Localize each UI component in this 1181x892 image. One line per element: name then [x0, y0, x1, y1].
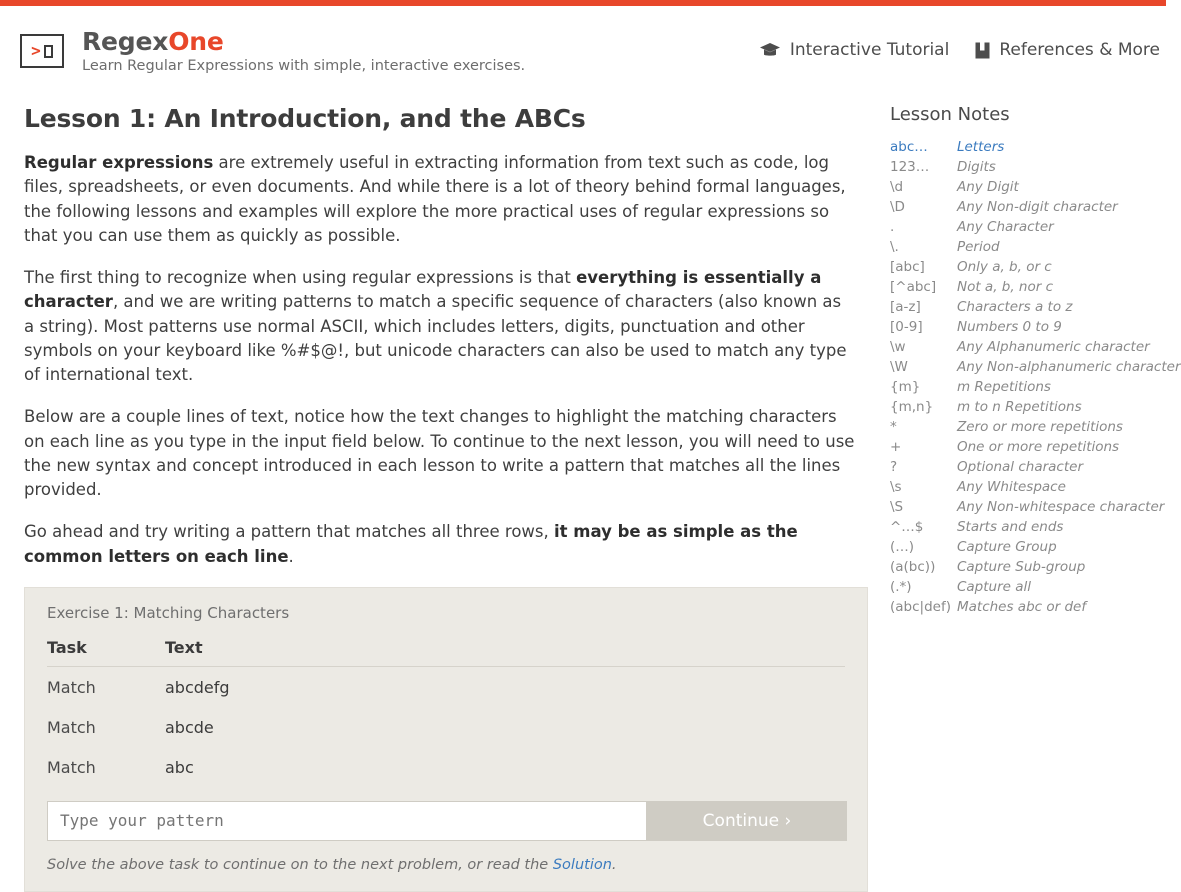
note-description: Any Character [956, 219, 1054, 235]
note-symbol: \w [890, 339, 906, 355]
note-description: m Repetitions [956, 379, 1051, 395]
note-symbol: \D [890, 199, 905, 215]
note-row [890, 537, 1181, 557]
note-description: Digits [956, 159, 996, 175]
note-symbol: 123… [890, 159, 930, 175]
emphasis-text: Regular expressions [24, 153, 214, 172]
nav-interactive-tutorial[interactable] [759, 40, 949, 60]
note-symbol: abc… [890, 139, 928, 155]
lesson-notes-title: Lesson Notes [890, 104, 1010, 125]
note-row [890, 137, 1181, 157]
exercise-panel [24, 587, 868, 892]
exercise-table [47, 638, 845, 787]
note-description: Letters [956, 139, 1005, 155]
note-description: Any Digit [956, 179, 1019, 195]
note-row [890, 517, 1181, 537]
logo-chevron-icon: > [31, 41, 41, 60]
note-row [890, 397, 1181, 417]
table-header-row [47, 638, 845, 667]
note-symbol: * [890, 419, 897, 435]
note-description: Not a, b, nor c [956, 279, 1054, 295]
note-description: m to n Repetitions [956, 399, 1082, 415]
lesson-paragraph [24, 520, 856, 569]
note-symbol: {m,n} [890, 399, 934, 415]
body-text: Go ahead and try writing a pattern that matches all three rows, [24, 522, 554, 542]
brand-name-part1: Regex [82, 27, 169, 56]
logo-square-icon [44, 45, 53, 58]
note-symbol: \. [890, 239, 899, 255]
note-row [890, 417, 1181, 437]
cell-text: abcdefg [165, 677, 230, 697]
emphasis-text: it may be as simple as the common letters on each line [24, 522, 798, 566]
note-description: Any Non-alphanumeric character [956, 359, 1181, 375]
lesson-notes-table [890, 137, 1181, 617]
header-nav [759, 40, 1160, 60]
brand-block [82, 28, 525, 74]
note-description: Starts and ends [956, 519, 1064, 535]
note-row [890, 457, 1181, 477]
body-text: are extremely useful in extracting information from text such as code, log files, spreadsheets, or even documents. And while there is a lot of theory behind formal languages, the following lessons and examples will explore the more practical uses of regular expressions so that you can use them as quickly as possible. [24, 153, 846, 245]
lesson-paragraph [24, 405, 856, 502]
note-row [890, 477, 1181, 497]
cell-text: abc [165, 757, 194, 777]
pattern-entry-row [47, 801, 845, 841]
note-symbol: \W [890, 359, 908, 375]
note-symbol: ? [890, 459, 898, 475]
note-description: Period [956, 239, 1000, 255]
note-description: Only a, b, or c [956, 259, 1052, 275]
note-description: Any Whitespace [956, 479, 1066, 495]
cell-task: Match [47, 757, 96, 777]
note-description: Characters a to z [956, 299, 1073, 315]
note-description: Capture all [956, 579, 1032, 595]
note-description: Any Non-whitespace character [956, 499, 1165, 515]
lesson-paragraph [24, 151, 856, 248]
lesson-paragraph [24, 266, 856, 387]
note-description: Any Alphanumeric character [956, 339, 1150, 355]
body-text: The first thing to recognize when using regular expressions is that [24, 268, 577, 287]
graduation-cap-icon [759, 42, 781, 58]
note-row [890, 177, 1181, 197]
nav-references-more[interactable] [975, 40, 1160, 60]
note-symbol: ^…$ [890, 519, 924, 535]
pattern-input[interactable] [47, 801, 647, 841]
note-symbol: (abc|def) [890, 599, 951, 615]
column-header-text: Text [119, 638, 845, 667]
note-symbol: \s [890, 479, 902, 495]
note-description: Capture Group [956, 539, 1057, 555]
note-symbol: [abc] [890, 259, 925, 275]
note-row [890, 377, 1181, 397]
lesson-body [24, 151, 856, 569]
note-symbol: {m} [890, 379, 921, 395]
exercise-rows [47, 666, 845, 787]
note-symbol: (.*) [890, 579, 912, 595]
note-description: Any Non-digit character [956, 199, 1118, 215]
note-row [890, 357, 1181, 377]
table-row [47, 707, 845, 747]
nav-interactive-tutorial-label: Interactive Tutorial [789, 40, 950, 60]
nav-references-more-label: References & More [999, 40, 1160, 60]
note-row [890, 297, 1181, 317]
note-symbol: \d [890, 179, 904, 195]
lesson-title: Lesson 1: An Introduction, and the ABCs [24, 104, 586, 133]
note-symbol: (a(bc)) [890, 559, 936, 575]
note-row [890, 157, 1181, 177]
lesson-notes-sidebar [890, 82, 1181, 617]
note-row [890, 317, 1181, 337]
note-row [890, 217, 1181, 237]
note-description: Matches abc or def [956, 599, 1087, 615]
note-row [890, 557, 1181, 577]
note-row [890, 437, 1181, 457]
continue-button[interactable]: Continue › [647, 801, 847, 841]
page-title [82, 28, 525, 56]
note-row [890, 197, 1181, 217]
body-text: , and we are writing patterns to match a specific sequence of characters (also known as a string). Most patterns use normal ASCII, which includes letters, digits, punctuation and other symbols on your keyboard like %#$@!, but unicode characters can also be used to match any type of international text. [24, 292, 847, 384]
cell-task: Match [47, 677, 96, 697]
exercise-footer-prefix: Solve the above task to continue on to the next problem, or read the [47, 856, 553, 873]
note-row [890, 497, 1181, 517]
book-icon [975, 42, 990, 59]
emphasis-text: everything is essentially a character [24, 268, 822, 312]
note-row [890, 277, 1181, 297]
table-row [47, 666, 845, 707]
note-symbol: \S [890, 499, 904, 515]
cell-text: abcde [165, 717, 214, 737]
brand-name-part2: One [168, 27, 224, 56]
note-row [890, 597, 1181, 617]
note-row [890, 337, 1181, 357]
site-header [0, 6, 1166, 82]
table-row [47, 747, 845, 787]
note-symbol: [0-9] [890, 319, 923, 335]
note-symbol: (…) [890, 539, 915, 555]
note-row [890, 237, 1181, 257]
regexone-logo[interactable] [20, 34, 64, 68]
note-symbol: [^abc] [890, 279, 937, 295]
note-symbol: + [890, 439, 902, 455]
note-row [890, 577, 1181, 597]
solution-link[interactable]: Solution [552, 856, 612, 873]
exercise-footer [47, 857, 845, 873]
note-description: Optional character [956, 459, 1083, 475]
body-text: Below are a couple lines of text, notice how the text changes to highlight the matching characters on each line as you type in the input field below. To continue to the next lesson, you will need to use the new syntax and concept introduced in each lesson to write a pattern that matches all the lines provided. [24, 407, 855, 499]
exercise-title: Exercise 1: Matching Characters [47, 603, 290, 622]
main-column [0, 82, 878, 892]
column-header-task: Task [47, 638, 119, 667]
brand-tagline: Learn Regular Expressions with simple, interactive exercises. [82, 57, 526, 74]
note-description: Numbers 0 to 9 [956, 319, 1062, 335]
note-symbol: . [890, 219, 895, 235]
exercise-footer-suffix: . [611, 856, 617, 873]
note-description: One or more repetitions [956, 439, 1120, 455]
body-text: . [288, 546, 294, 566]
note-row [890, 257, 1181, 277]
note-description: Capture Sub-group [956, 559, 1086, 575]
note-description: Zero or more repetitions [956, 419, 1123, 435]
note-symbol: [a-z] [890, 299, 921, 315]
cell-task: Match [47, 717, 96, 737]
